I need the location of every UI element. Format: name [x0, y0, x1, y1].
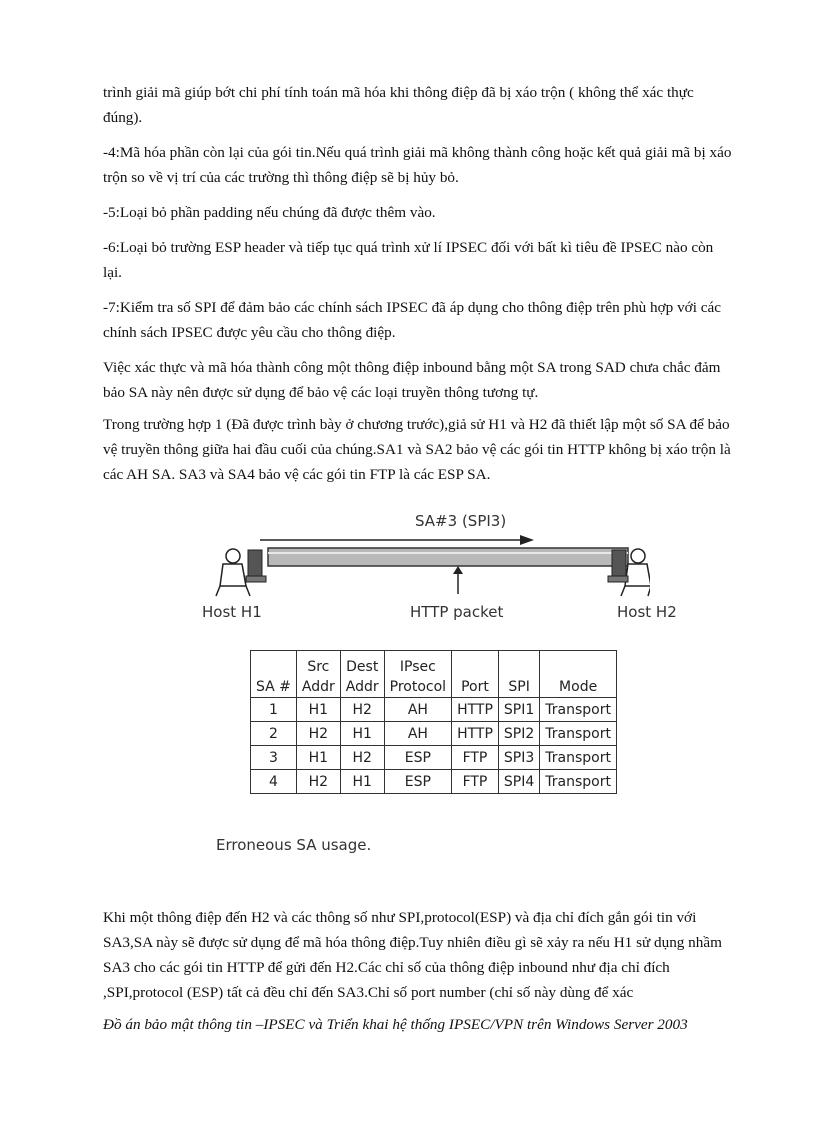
table-cell: Transport: [540, 746, 617, 770]
sa-arrow-head: [520, 535, 534, 545]
table-cell: H1: [340, 722, 384, 746]
header-mode: Mode: [540, 651, 617, 698]
paragraph-case-1: Trong trường hợp 1 (Đã được trình bày ở chương trước),giả sử H1 và H2 đã thiết lập một số SA để bảo vệ truyền thông giữa hai đầu cuối của chúng.SA1 và SA2 bảo vệ các gói tin HTTP không bị xáo trộn là các AH SA. SA3 và SA4 bảo vệ các gói tin FTP là các ESP SA.: [103, 416, 731, 483]
sa-table-header: [251, 651, 617, 698]
paragraph-inbound: Việc xác thực và mã hóa thành công một thông điệp inbound bằng một SA trong SAD chưa chắc đảm bảo SA này nên được sử dụng để bảo vệ các loại truyền thông tương tự.: [103, 359, 721, 401]
table-cell: 1: [251, 698, 297, 722]
table-cell: AH: [384, 722, 451, 746]
table-cell: ESP: [384, 770, 451, 794]
paragraph-step-4: -4:Mã hóa phần còn lại của gói tin.Nếu quá trình giải mã không thành công hoặc kết quả giải mã bị xáo trộn so về vị trí của các trường thì thông điệp sẽ bị hủy bỏ.: [103, 144, 732, 186]
page-footer: Đồ án bảo mật thông tin –IPSEC và Triển khai hệ thống IPSEC/VPN trên Windows Server 2003: [103, 1016, 688, 1033]
table-cell: Transport: [540, 770, 617, 794]
table-cell: HTTP: [452, 698, 499, 722]
table-cell: FTP: [452, 746, 499, 770]
table-row: [251, 746, 617, 770]
table-row: [251, 698, 617, 722]
paragraph-step-7: -7:Kiểm tra số SPI để đảm bảo các chính sách IPSEC đã áp dụng cho thông điệp trên phù hợp với các chính sách IPSEC được yêu cầu cho thông điệp.: [103, 299, 721, 341]
paragraph-h2-message: Khi một thông điệp đến H2 và các thông số như SPI,protocol(ESP) và địa chỉ đích gắn gói tin với SA3,SA này sẽ được sử dụng để mã hóa thông điệp.Tuy nhiên điều gì sẽ xảy ra nếu H1 sử dụng nhầm SA3 cho các gói tin HTTP để gửi đến H2.Các chỉ số của thông điệp inbound như địa chỉ đích ,SPI,protocol (ESP) tất cả đều chỉ đến SA3.Chỉ số port number (chỉ số này dùng để xác: [103, 909, 722, 1001]
table-cell: HTTP: [452, 722, 499, 746]
packet-arrow-head: [453, 566, 463, 574]
header-ipsec-protocol: IPsec Protocol: [384, 651, 451, 698]
table-cell: H2: [340, 698, 384, 722]
sa-arrow-label: SA#3 (SPI3): [415, 512, 507, 530]
header-sa-number: SA #: [251, 651, 297, 698]
table-cell: H1: [296, 746, 340, 770]
table-cell: H1: [340, 770, 384, 794]
table-cell: H1: [296, 698, 340, 722]
header-spi: SPI: [498, 651, 539, 698]
table-cell: H2: [296, 770, 340, 794]
paragraph-step-6: -6:Loại bỏ trường ESP header và tiếp tục quá trình xử lí IPSEC đối với bất kì tiêu đề IPSEC nào còn lại.: [103, 239, 714, 281]
host-h2-icon: [608, 549, 650, 596]
erroneous-sa-figure: [190, 498, 677, 878]
table-cell: ESP: [384, 746, 451, 770]
table-cell: SPI3: [498, 746, 539, 770]
table-cell: 4: [251, 770, 297, 794]
http-packet-label: HTTP packet: [410, 603, 504, 621]
table-cell: SPI4: [498, 770, 539, 794]
table-row: [251, 722, 617, 746]
table-cell: Transport: [540, 698, 617, 722]
host-h1-label: Host H1: [202, 603, 262, 621]
table-cell: 2: [251, 722, 297, 746]
table-cell: SPI1: [498, 698, 539, 722]
table-cell: SPI2: [498, 722, 539, 746]
table-cell: Transport: [540, 722, 617, 746]
host-h1-icon: [216, 549, 266, 596]
table-cell: 3: [251, 746, 297, 770]
sa-table: [250, 650, 617, 794]
paragraph-step-5: -5:Loại bỏ phần padding nếu chúng đã được thêm vào.: [103, 204, 436, 221]
table-cell: H2: [296, 722, 340, 746]
table-cell: AH: [384, 698, 451, 722]
header-src-addr: Src Addr: [296, 651, 340, 698]
header-dest-addr: Dest Addr: [340, 651, 384, 698]
tunnel-pipe: [268, 548, 628, 566]
table-cell: H2: [340, 746, 384, 770]
host-h2-label: Host H2: [617, 603, 677, 621]
paragraph-1: trình giải mã giúp bớt chi phí tính toán mã hóa khi thông điệp đã bị xáo trộn ( không thể xác thực đúng).: [103, 84, 694, 126]
figure-caption: Erroneous SA usage.: [216, 836, 372, 854]
header-port: Port: [452, 651, 499, 698]
table-row: [251, 770, 617, 794]
table-cell: FTP: [452, 770, 499, 794]
